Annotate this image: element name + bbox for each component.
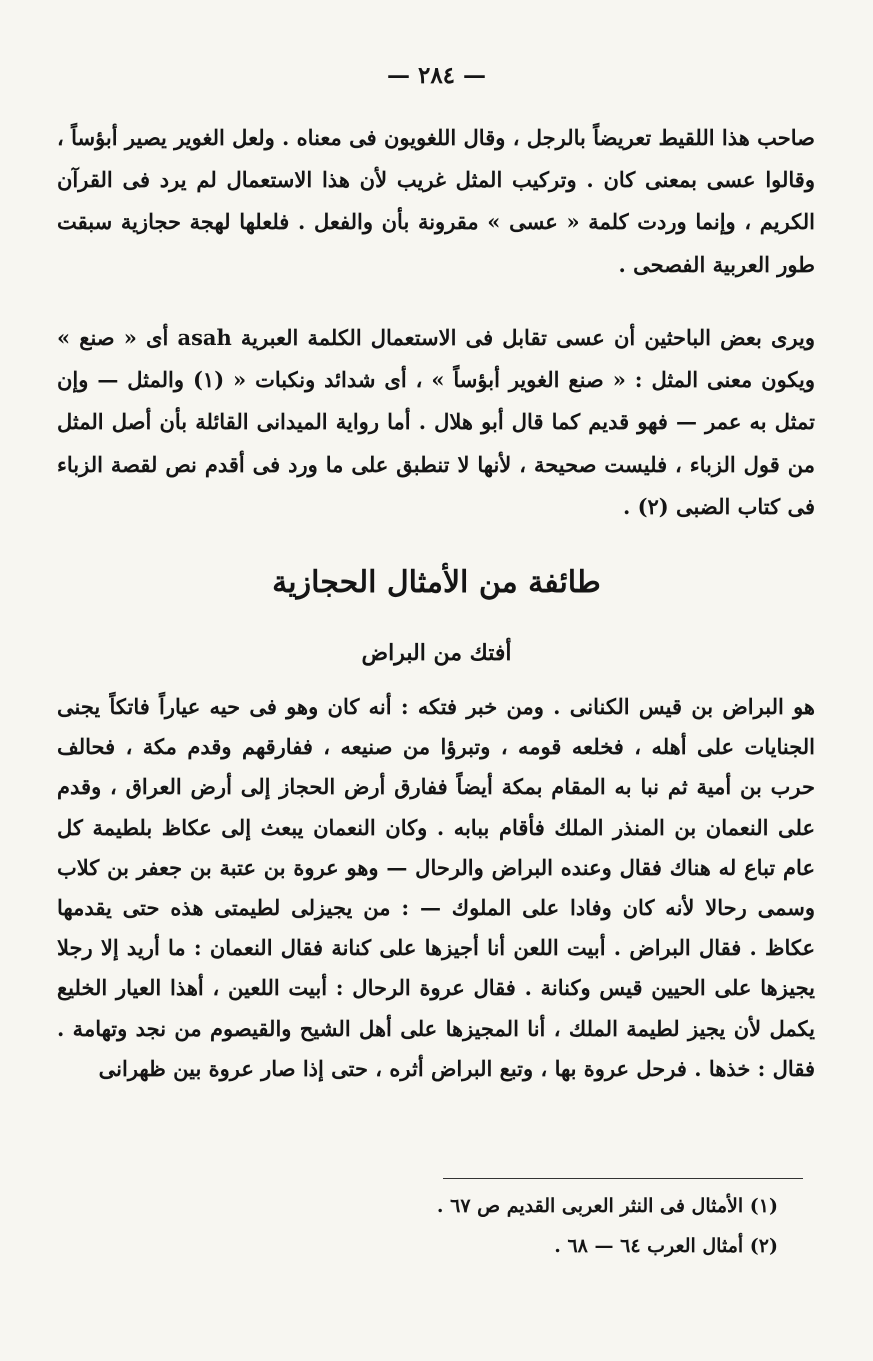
footnotes: [218, 1186, 778, 1266]
page-number: — ٢٨٤ —: [386, 62, 487, 89]
proverb-subheading: أفتك من البراض: [361, 640, 512, 666]
footnote-1: (١) الأمثال فى النثر العربى القديم ص ٦٧ .: [436, 1195, 778, 1217]
paragraph-3: هو البراض بن قيس الكنانى . ومن خبر فتكه : أنه كان وهو فى حيه عياراً فاتكاً يجنى الجنايات على أهله ، فخلعه قومه ، وتبرؤا من صنيعه ، ففارقهم وقدم مكة ، فحالف حرب بن أمية ثم نبا به المقام بمكة أيضاً ففارق أرض الحجاز إلى أرض العراق ، وقدم على النعمان بن المنذر الملك فأقام ببابه . وكان النعمان يبعث إلى عكاظ بلطيمة كل عام تباع له هناك فقال وعنده البراض والرحال — وهو عروة بن عتبة بن جعفر بن كلاب وسمى رحالا لأنه كان وفادا على الملوك — : من يجيزلى لطيمتى هذه حتى يقدمها عكاظ . فقال البراض . أبيت اللعن أنا أجيزها على كنانة فقال النعمان : ما أريد إلا رجلا يجيزها على الحيين قيس وكنانة . فقال عروة الرحال : أبيت اللعين ، أهذا العيار الخليع يكمل لأن يجيز لطيمة الملك ، أنا المجيزها على أهل الشيح والقيصوم من نجد وتهامة . فقال : خذها . فرحل عروة بها ، وتبع البراض أثره ، حتى إذا صار عروة بين ظهرانى: [57, 694, 815, 1081]
section-heading: طائفة من الأمثال الحجازية: [272, 565, 601, 600]
paragraph-2: ويرى بعض الباحثين أن عسى تقابل فى الاستعمال الكلمة العبرية asah أى « صنع » ويكون معنى المثل : « صنع الغوير أبؤساً » ، أى شدائد ونكبات « (١) والمثل — وإن تمثل به عمر — فهو قديم كما قال أبو هلال . أما رواية الميدانى القائلة بأن أصل المثل من قول الزباء ، فليست صحيحة ، لأنها لا تنطبق على ما ورد فى أقدم نص لقصة الزباء فى كتاب الضبى (٢) .: [57, 325, 815, 519]
footnote-divider: [443, 1178, 803, 1179]
paragraph-1: صاحب هذا اللقيط تعريضاً بالرجل ، وقال اللغويون فى معناه . ولعل الغوير يصير أبؤساً ، وقالوا عسى بمعنى كان . وتركيب المثل غريب لأن هذا الاستعمال لم يرد فى القرآن الكريم ، وإنما وردت كلمة « عسى » مقرونة بأن والفعل . فلعلها لهجة حجازية سبقت طور العربية الفصحى .: [57, 125, 815, 277]
footnote-2: (٢) أمثال العرب ٦٤ — ٦٨ .: [554, 1235, 778, 1257]
